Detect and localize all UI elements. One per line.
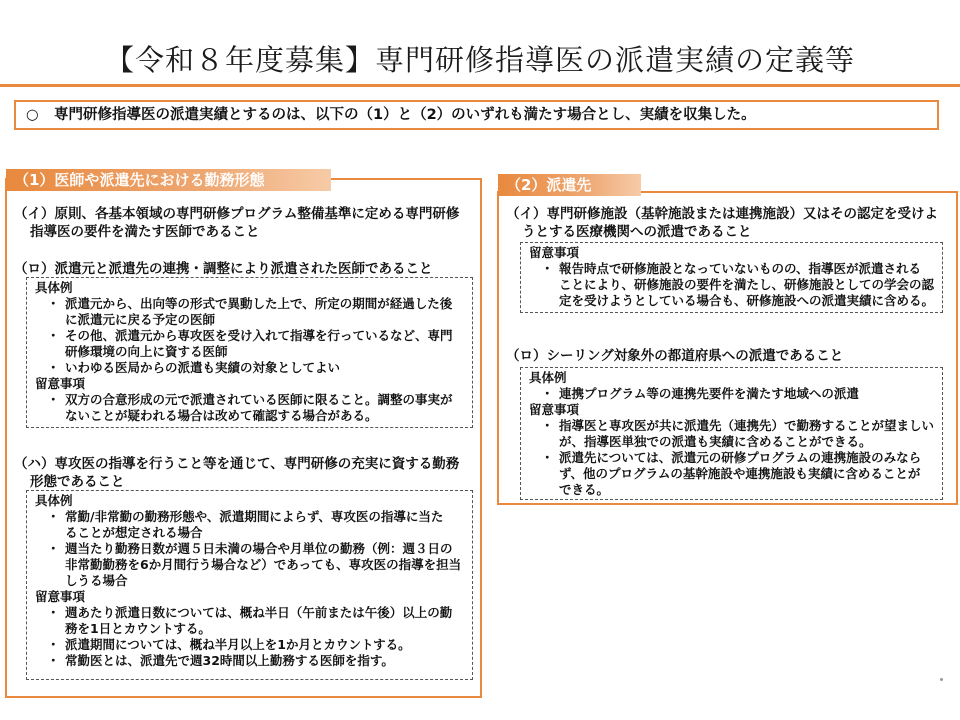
list-item: ・ 週当たり勤務日数が週５日未満の場合や月単位の勤務（例：週３日の 非常勤勤務を6か月間行う場合など）であっても、専攻医の指導を担当 しうる場合 [35,541,466,589]
notes-label: 留意事項 [529,245,580,260]
list-item: ・ 派遣元から、出向等の形式で異動した上で、所定の期間が経過した後 に派遣元に戻る予定の医師 [35,296,466,328]
notes-label: 留意事項 [35,376,86,391]
left-ro-heading: （ロ）派遣元と派遣先の連携・調整により派遣された医師であること [14,261,433,277]
circle-mark-icon: ○ [26,107,39,123]
example-label: 具体例 [529,370,567,385]
list-item: ・ 双方の合意形成の元で派遣されている医師に限ること。調整の事実が ないことが疑われる場合は改めて確認する場合がある。 [35,392,466,424]
work-style-tab: （1）医師や派遣先における勤務形態 [6,169,331,191]
list-item: ・ 常勤医とは、派遣先で週32時間以上勤務する医師を指す。 [35,653,466,669]
list-item: ・ 報告時点で研修施設となっていないものの、指導医が派遣される ことにより、研修施設の要件を満たし、研修施設としての学会の認 定を受けようとしている場合も、研修施設への派遣実績に含める。 [529,261,936,309]
right-ro-heading: （ロ）シーリング対象外の都道府県への派遣であること [506,348,844,364]
right-i-box [520,242,943,313]
page-title: 【令和８年度募集】専門研修指導医の派遣実績の定義等 [104,43,855,77]
right-ro-box [520,367,943,500]
right-i-heading: （イ）専門研修施設（基幹施設または連携施設）又はその認定を受けよ うとする医療機関への派遣であること [506,206,938,240]
summary-box [14,100,939,130]
list-item: ・ 派遣期間については、概ね半月以上を1か月とカウントする。 [35,637,466,653]
notes-label: 留意事項 [35,589,86,604]
left-i-heading: （イ）原則、各基本領域の専門研修プログラム整備基準に定める専門研修 指導医の要件を満たす医師であること [14,206,460,240]
example-label: 具体例 [35,493,73,508]
example-label: 具体例 [35,280,73,295]
left-ha-box [26,490,473,680]
list-item: ・ 指導医と専攻医が共に派遣先（連携先）で勤務することが望ましい が、指導医単独での派遣も実績に含めることができる。 [529,418,936,450]
title-underline [0,84,960,87]
list-item: ・ 派遣先については、派遣元の研修プログラムの連携施設のみなら ず、他のプログラムの基幹施設や連携施設も実績に含めることが できる。 [529,450,936,498]
list-item: ・ いわゆる医局からの派遣も実績の対象としてよい [35,360,466,376]
list-item: ・ 週あたり派遣日数については、概ね半日（午前または午後）以上の勤 務を1日とカウントする。 [35,605,466,637]
destination-tab: （2）派遣先 [498,174,641,196]
notes-label: 留意事項 [529,402,580,417]
left-ro-box [26,277,473,428]
page-dot [940,678,943,681]
summary-text: 専門研修指導医の派遣実績とするのは、以下の（1）と（2）のいずれも満たす場合とし、実績を収集した。 [54,107,756,123]
left-ha-heading: （ハ）専攻医の指導を行うこと等を通じて、専門研修の充実に資する勤務 形態であること [14,456,460,490]
list-item: ・ その他、派遣元から専攻医を受け入れて指導を行っているなど、専門 研修環境の向上に資する医師 [35,328,466,360]
list-item: ・ 連携プログラム等の連携先要件を満たす地域への派遣 [529,386,936,402]
list-item: ・ 常勤/非常勤の勤務形態や、派遣期間によらず、専攻医の指導に当た ることが想定される場合 [35,509,466,541]
